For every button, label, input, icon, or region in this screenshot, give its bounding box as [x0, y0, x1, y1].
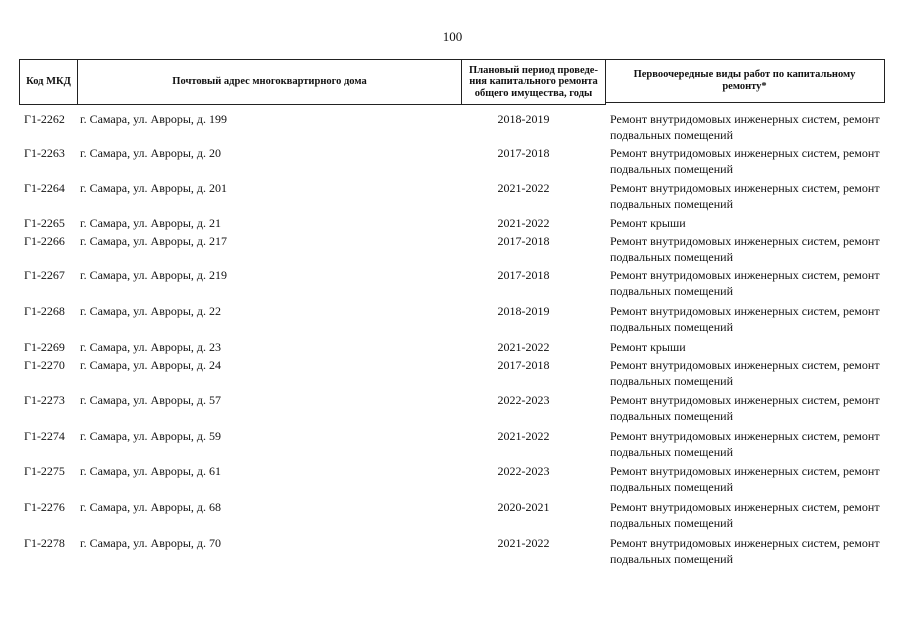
row-works: Ремонт внутридомовых инженерных систем, ремонт подвальных помещений [610, 358, 880, 388]
row-address: г. Самара, ул. Авроры, д. 61 [80, 464, 222, 478]
row-works: Ремонт внутридомовых инженерных систем, ремонт подвальных помещений [610, 464, 880, 494]
row-code: Г1-2276 [24, 500, 65, 514]
header-address: Почтовый адрес многоквартирного дома [78, 60, 462, 104]
row-works: Ремонт внутридомовых инженерных систем, ремонт подвальных помещений [610, 393, 880, 423]
page-number: 100 [442, 29, 463, 44]
row-works: Ремонт крыши [610, 340, 686, 354]
row-address: г. Самара, ул. Авроры, д. 68 [80, 500, 222, 514]
row-address: г. Самара, ул. Авроры, д. 199 [80, 112, 228, 126]
row-period: 2022-2023 [497, 464, 550, 478]
row-code: Г1-2267 [24, 268, 65, 282]
row-code: Г1-2268 [24, 304, 65, 318]
row-address: г. Самара, ул. Авроры, д. 201 [80, 181, 228, 195]
row-period: 2017-2018 [497, 234, 550, 248]
header-period: Плановый период проведе-ния капитального ремонта общего имущества, годы [462, 60, 606, 104]
row-period: 2021-2022 [497, 340, 550, 354]
row-works: Ремонт внутридомовых инженерных систем, ремонт подвальных помещений [610, 234, 880, 264]
row-code: Г1-2270 [24, 358, 65, 372]
row-works: Ремонт внутридомовых инженерных систем, ремонт подвальных помещений [610, 429, 880, 459]
row-period: 2021-2022 [497, 181, 550, 195]
row-works: Ремонт крыши [610, 216, 686, 230]
row-works: Ремонт внутридомовых инженерных систем, ремонт подвальных помещений [610, 146, 880, 176]
row-code: Г1-2265 [24, 216, 65, 230]
row-period: 2017-2018 [497, 146, 550, 160]
row-address: г. Самара, ул. Авроры, д. 59 [80, 429, 222, 443]
row-works: Ремонт внутридомовых инженерных систем, ремонт подвальных помещений [610, 500, 880, 530]
row-works: Ремонт внутридомовых инженерных систем, ремонт подвальных помещений [610, 536, 880, 566]
row-period: 2017-2018 [497, 268, 550, 282]
row-address: г. Самара, ул. Авроры, д. 22 [80, 304, 222, 318]
table-header [19, 59, 606, 105]
row-code: Г1-2266 [24, 234, 65, 248]
row-address: г. Самара, ул. Авроры, д. 23 [80, 340, 222, 354]
row-code: Г1-2263 [24, 146, 65, 160]
header-code: Код МКД [20, 60, 78, 104]
row-period: 2018-2019 [497, 112, 550, 126]
row-works: Ремонт внутридомовых инженерных систем, ремонт подвальных помещений [610, 268, 880, 298]
row-code: Г1-2264 [24, 181, 65, 195]
row-address: г. Самара, ул. Авроры, д. 70 [80, 536, 222, 550]
row-address: г. Самара, ул. Авроры, д. 20 [80, 146, 222, 160]
row-code: Г1-2269 [24, 340, 65, 354]
row-code: Г1-2262 [24, 112, 65, 126]
row-code: Г1-2274 [24, 429, 65, 443]
row-address: г. Самара, ул. Авроры, д. 24 [80, 358, 222, 372]
row-period: 2017-2018 [497, 358, 550, 372]
row-code: Г1-2278 [24, 536, 65, 550]
row-period: 2021-2022 [497, 429, 550, 443]
row-works: Ремонт внутридомовых инженерных систем, ремонт подвальных помещений [610, 112, 880, 142]
row-works: Ремонт внутридомовых инженерных систем, ремонт подвальных помещений [610, 304, 880, 334]
row-period: 2021-2022 [497, 536, 550, 550]
row-period: 2022-2023 [497, 393, 550, 407]
row-works: Ремонт внутридомовых инженерных систем, ремонт подвальных помещений [610, 181, 880, 211]
row-address: г. Самара, ул. Авроры, д. 217 [80, 234, 228, 248]
row-address: г. Самара, ул. Авроры, д. 57 [80, 393, 222, 407]
row-code: Г1-2273 [24, 393, 65, 407]
row-period: 2018-2019 [497, 304, 550, 318]
row-address: г. Самара, ул. Авроры, д. 219 [80, 268, 228, 282]
row-period: 2021-2022 [497, 216, 550, 230]
row-address: г. Самара, ул. Авроры, д. 21 [80, 216, 222, 230]
row-code: Г1-2275 [24, 464, 65, 478]
row-period: 2020-2021 [497, 500, 550, 514]
header-works: Первоочередные виды работ по капитальному ремонту* [605, 59, 885, 103]
